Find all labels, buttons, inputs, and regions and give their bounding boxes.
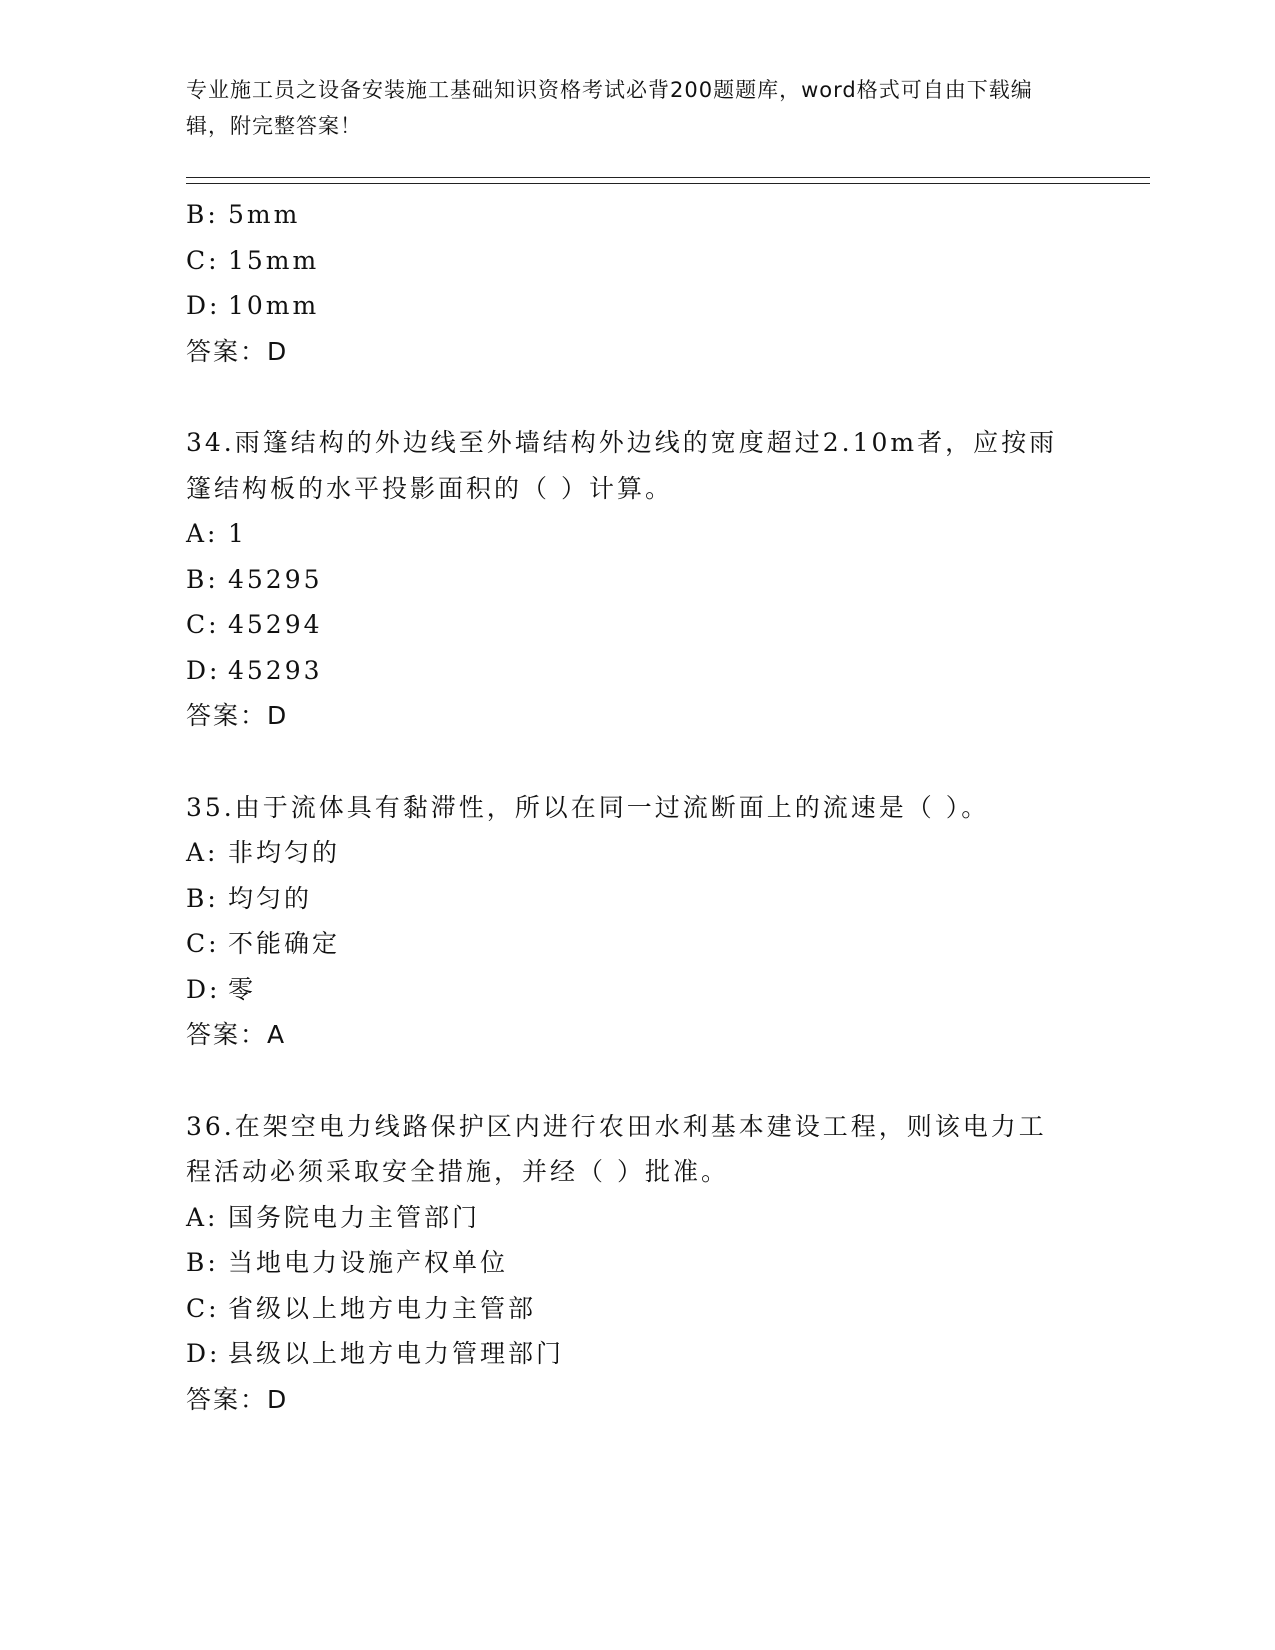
option-letter: D: [186,1339,221,1368]
option-text: 当地电力设施产权单位 [228,1248,509,1277]
option-letter: A: [186,519,219,548]
answer-line: 答案：D [186,336,289,366]
question-content [186,192,1086,1422]
option-row [186,967,1086,1013]
question-stem: 35.由于流体具有黏滞性，所以在同一过流断面上的流速是（ ）。 [186,792,990,822]
option-text: 45294 [228,610,323,639]
option-text: 省级以上地方电力主管部 [228,1293,537,1323]
option-row [186,1195,1086,1241]
option-text: 15mm [228,245,320,275]
header-divider-bottom [186,183,1150,184]
option-row [186,1331,1086,1377]
option-letter: D: [186,655,221,685]
question-35 [186,785,1086,1058]
option-letter: C: [186,245,220,275]
question-stem: 34.雨篷结构的外边线至外墙结构外边线的宽度超过2.10m者，应按雨篷结构板的水平投影面积的（ ）计算。 [186,428,1058,503]
option-letter: D: [186,291,221,320]
option-text: 5mm [228,200,301,229]
option-row [186,876,1086,922]
option-letter: C: [186,610,220,639]
header-divider-top [186,177,1150,178]
option-row [186,648,1086,694]
option-row [186,192,1086,238]
option-letter: D: [186,974,221,1004]
option-row [186,238,1086,284]
option-text: 县级以上地方电力管理部门 [228,1339,565,1368]
option-row [186,1240,1086,1286]
question-34 [186,420,1086,739]
answer-line: 答案：D [186,1384,289,1414]
question-36 [186,1104,1086,1423]
option-row [186,830,1086,876]
option-letter: B: [186,883,219,913]
previous-question-tail [186,192,1086,374]
option-row [186,557,1086,603]
document-header: 专业施工员之设备安装施工基础知识资格考试必背200题题库，word格式可自由下载编辑，附完整答案！ [186,78,1033,138]
option-row [186,283,1086,329]
option-letter: A: [186,1202,219,1232]
option-row [186,1286,1086,1332]
option-text: 不能确定 [228,929,341,958]
option-text: 1 [228,519,247,548]
option-letter: B: [186,200,219,229]
option-text: 非均匀的 [228,838,341,867]
option-letter: C: [186,1293,220,1323]
option-letter: B: [186,564,219,594]
option-text: 零 [228,974,257,1004]
option-row [186,921,1086,967]
option-letter: C: [186,929,220,958]
answer-line: 答案：D [186,701,289,730]
option-letter: B: [186,1248,219,1277]
answer-line: 答案：A [186,1020,287,1049]
option-row [186,602,1086,648]
option-text: 10mm [228,291,320,320]
option-text: 45295 [228,564,323,594]
option-text: 45293 [228,655,323,685]
option-text: 国务院电力主管部门 [228,1202,481,1232]
option-letter: A: [186,838,219,867]
option-text: 均匀的 [228,883,313,913]
question-stem: 36.在架空电力线路保护区内进行农田水利基本建设工程，则该电力工程活动必须采取安全措施，并经（ ）批准。 [186,1111,1047,1186]
option-row [186,511,1086,557]
